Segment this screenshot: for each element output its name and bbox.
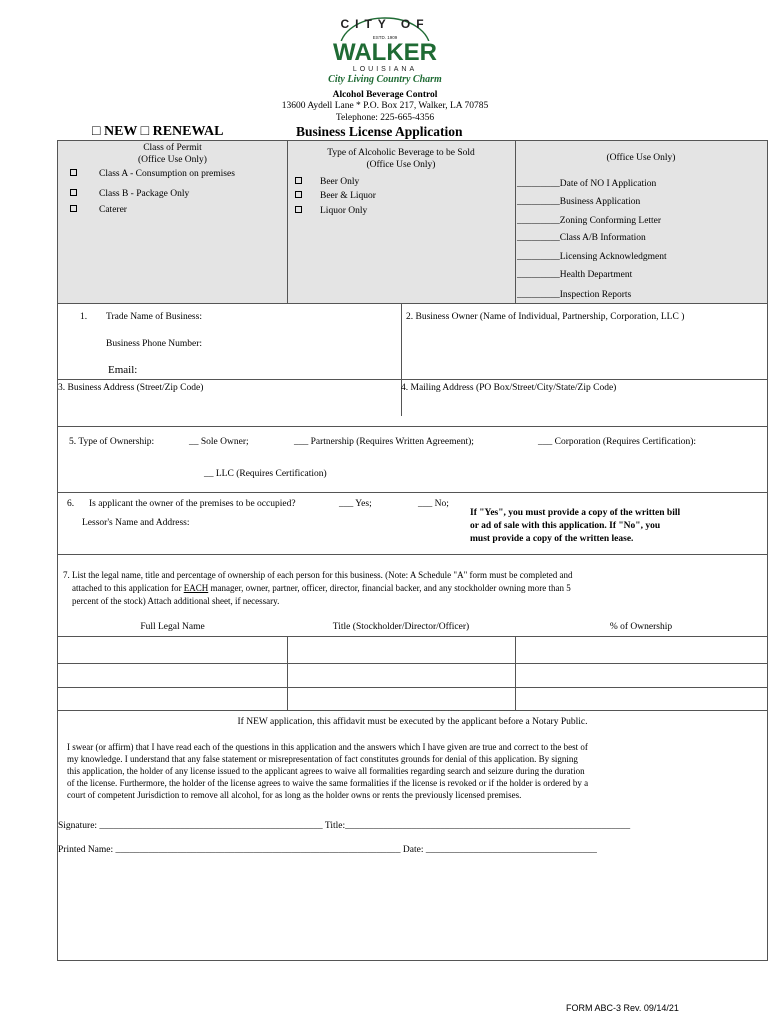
section6-num: 6. [67, 499, 75, 509]
ownership-list-instructions: 7. List the legal name, title and percentage of ownership of each person for this business. (Note: A Schedule "A" form must be completed and attached to this application for EACH manager, owner, partner, officer, director, financial backer, and any stockholder owning more than 5 percent of the stock) Attach additional sheet, if necessary. [63, 570, 573, 606]
business-owner-field[interactable]: 2. Business Owner (Name of Individual, Partnership, Corporation, LLC ) [406, 312, 685, 322]
office-item-zoning[interactable]: _________Zoning Conforming Letter [517, 216, 662, 226]
permit-option-class-a[interactable]: Class A - Consumption on premises [70, 169, 235, 179]
premises-question: Is applicant the owner of the premises to be occupied? [89, 499, 296, 509]
form-id: FORM ABC-3 Rev. 09/14/21 [566, 1003, 679, 1013]
trade-name-field[interactable]: Trade Name of Business: [106, 312, 202, 322]
walker-logo-graphic [300, 12, 470, 88]
instructions-line-2: attached to this application for EACH manager, owner, partner, officer, director, financial backer, and any stockholder owning more than 5 [72, 583, 571, 593]
owner-row-1-title[interactable] [289, 638, 513, 662]
owner-row-1-percent[interactable] [517, 638, 765, 662]
printed-name-date-line[interactable]: Printed Name: ____________________________________________________________ Date: ____________________________________ [58, 845, 597, 855]
permit-option-class-b[interactable]: Class B - Package Only [70, 189, 189, 199]
ownership-corporation[interactable]: ___ Corporation (Requires Certification): [538, 437, 697, 447]
owner-row-2-percent[interactable] [517, 665, 765, 686]
signature-line[interactable]: Signature: _______________________________________________ Title:____________________________________________________________ [58, 821, 631, 831]
ownership-type-label: 5. Type of Ownership: [69, 437, 155, 447]
affidavit-heading: If NEW application, this affidavit must be executed by the applicant before a Notary Public. [237, 717, 588, 727]
logo-estd: ESTD. 1909 [372, 35, 398, 40]
owner-row-2-name[interactable] [59, 665, 285, 686]
office-item-noi[interactable]: _________Date of NO I Application [517, 179, 657, 189]
affidavit-text: I swear (or affirm) that I have read each of the questions in this application and the answers which I have given are true and correct to the best of my knowledge. I understand that any false statement or misrepresentation of fact constitutes grounds for denial of this application. By signing this application, the holder of any license issued to the applicant agrees to waive all formalities regarding search and seizure during the duration of the license. Furthermore, the holder of the license agrees to waive the same formalities if the license is revoked or if the holder is ordered by a court of competent Jurisdiction to remove all alcohol, for as long as the holder owns or rents the previously licensed premises. [67, 742, 589, 800]
logo-louisiana: LOUISIANA [352, 66, 418, 73]
office-heading: (Office Use Only) [606, 153, 676, 163]
owner-row-3-percent[interactable] [517, 689, 765, 709]
logo-walker: WALKER [333, 39, 437, 66]
ownership-partnership[interactable]: ___ Partnership (Requires Written Agreement); [294, 437, 474, 447]
lessor-field[interactable]: Lessor's Name and Address: [82, 518, 190, 528]
new-renewal-checkboxes[interactable]: □ NEW □ RENEWAL [92, 124, 224, 139]
office-item-health[interactable]: _________Health Department [517, 270, 633, 280]
ownership-sole[interactable]: __ Sole Owner; [189, 437, 249, 447]
permit-heading: Class of Permit [143, 143, 202, 153]
beverage-sub: (Office Use Only) [366, 160, 436, 170]
section1-num: 1. [80, 312, 88, 322]
checkbox[interactable] [70, 189, 77, 196]
business-address-field[interactable]: 3. Business Address (Street/Zip Code) [58, 383, 204, 393]
checkbox[interactable] [295, 191, 302, 198]
premises-note: If "Yes", you must provide a copy of the written bill or ad of sale with this application. If "No", you must provide a copy of the written lease. [470, 508, 681, 544]
logo-tagline: City Living Country Charm [328, 74, 442, 85]
checkbox[interactable] [70, 205, 77, 212]
ownership-llc[interactable]: __ LLC (Requires Certification) [204, 469, 327, 479]
application-form [57, 140, 768, 961]
owner-row-1-name[interactable] [59, 638, 285, 662]
mailing-address-field[interactable]: 4. Mailing Address (PO Box/Street/City/State/Zip Code) [401, 383, 617, 393]
owner-row-3-title[interactable] [289, 689, 513, 709]
office-item-licensing[interactable]: _________Licensing Acknowledgment [517, 252, 667, 262]
owner-row-2-title[interactable] [289, 665, 513, 686]
email-field[interactable]: Email: [108, 364, 138, 376]
office-item-business-app[interactable]: _________Business Application [517, 197, 641, 207]
beverage-option-liquor[interactable]: Liquor Only [295, 206, 367, 216]
agency-name: Alcohol Beverage Control [332, 90, 438, 100]
checkbox[interactable] [295, 177, 302, 184]
business-phone-field[interactable]: Business Phone Number: [106, 339, 203, 349]
form-title: Business License Application [296, 124, 463, 139]
owner-row-3-name[interactable] [59, 689, 285, 709]
col-ownership-percent: % of Ownership [609, 622, 673, 632]
beverage-option-beer-liquor[interactable]: Beer & Liquor [295, 191, 376, 201]
city-logo [300, 12, 470, 88]
permit-option-caterer[interactable]: Caterer [70, 205, 127, 215]
col-full-legal-name: Full Legal Name [140, 622, 205, 632]
beverage-option-beer[interactable]: Beer Only [295, 177, 359, 187]
checkbox[interactable] [70, 169, 77, 176]
agency-phone: Telephone: 225-665-4356 [335, 113, 435, 123]
beverage-heading: Type of Alcoholic Beverage to be Sold [327, 148, 475, 158]
office-item-inspection[interactable]: _________Inspection Reports [517, 290, 632, 300]
permit-sub: (Office Use Only) [138, 155, 207, 165]
premises-yes[interactable]: ___ Yes; [339, 499, 372, 509]
office-item-class-ab[interactable]: _________Class A/B Information [517, 233, 646, 243]
checkbox[interactable] [295, 206, 302, 213]
logo-city-of: CITY OF [340, 17, 430, 31]
agency-address: 13600 Aydell Lane * P.O. Box 217, Walker, LA 70785 [281, 101, 489, 111]
col-title: Title (Stockholder/Director/Officer) [332, 622, 470, 632]
premises-no[interactable]: ___ No; [418, 499, 449, 509]
